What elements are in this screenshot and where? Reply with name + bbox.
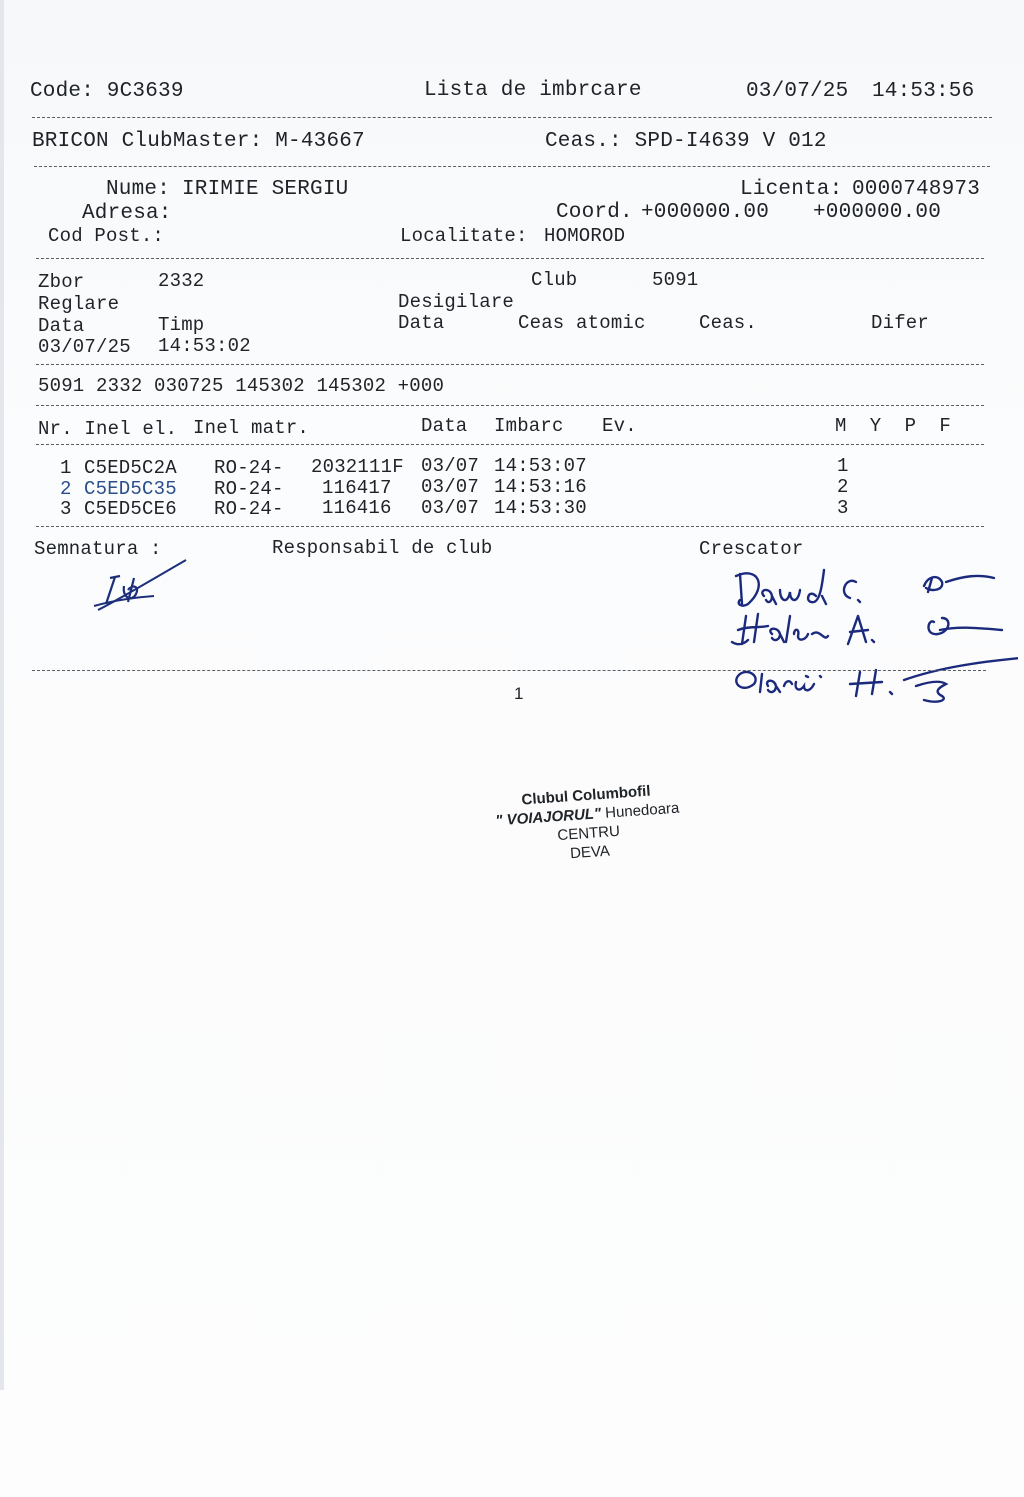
header-time: 14:53:56 — [872, 80, 975, 103]
row-nr: 3 — [60, 498, 72, 520]
row-prefix: RO-24- — [214, 478, 284, 500]
row-date: 03/07 — [421, 455, 480, 477]
row-inel-matr: 2032111F — [311, 456, 404, 478]
fancier-name: IRIMIE SERGIU — [182, 178, 349, 201]
clock-label: Ceas.: SPD-I4639 V 012 — [545, 130, 827, 153]
row-time: 14:53:16 — [494, 476, 587, 498]
reglare-label: Reglare — [38, 293, 120, 315]
timp-label: Timp — [158, 314, 205, 336]
col-header-nr-inel-el: Nr. Inel el. — [38, 418, 178, 440]
coord-label: Coord. — [556, 201, 633, 224]
page-number: 1 — [514, 684, 524, 703]
divider — [36, 364, 984, 365]
page-edge — [0, 0, 4, 1390]
zbor-value: 2332 — [158, 270, 205, 292]
reglare-time: 14:53:02 — [158, 335, 251, 357]
row-inel-el: C5ED5C35 — [84, 478, 177, 500]
row-date: 03/07 — [421, 476, 480, 498]
row-time: 14:53:07 — [494, 455, 587, 477]
breeder-label: Crescator — [699, 538, 804, 560]
license-label: Licenta: — [740, 178, 843, 201]
row-inel-el: C5ED5CE6 — [84, 498, 177, 520]
row-inel-el: C5ED5C2A — [84, 457, 177, 479]
stamp-line-3: CENTRU — [556, 822, 621, 845]
data-label: Data — [38, 315, 85, 337]
data2-label: Data — [398, 312, 445, 334]
row-prefix: RO-24- — [214, 498, 284, 520]
divider — [36, 526, 984, 527]
row-time: 14:53:30 — [494, 497, 587, 519]
col-header-data: Data — [421, 415, 468, 437]
locality-label: Localitate: — [400, 225, 528, 247]
license-number: 0000748973 — [852, 178, 981, 201]
responsible-label: Responsabil de club — [272, 537, 493, 559]
coord-x: +000000.00 — [641, 201, 770, 224]
divider — [36, 444, 984, 445]
row-date: 03/07 — [421, 497, 480, 519]
divider — [36, 258, 984, 259]
club-value: 5091 — [652, 269, 699, 291]
zbor-label: Zbor — [38, 271, 85, 293]
name-label: Nume: — [106, 178, 171, 201]
stamp-line-1: Clubul Columbofil — [520, 782, 652, 809]
locality-value: HOMOROD — [544, 225, 626, 247]
col-header-ev: Ev. — [602, 415, 637, 437]
document-title: Lista de imbrcare — [424, 79, 642, 102]
col-header-inel-matr: Inel matr. — [193, 417, 310, 439]
device-label: BRICON ClubMaster: M-43667 — [32, 130, 365, 153]
row-m: 2 — [837, 476, 849, 498]
stamp-line-4: DEVA — [569, 842, 611, 863]
coord-y: +000000.00 — [813, 201, 942, 224]
stamp-line-2-italic: " VOIAJORUL" — [494, 805, 602, 830]
row-prefix: RO-24- — [214, 457, 284, 479]
handwritten-names — [728, 556, 1018, 706]
difer-label: Difer — [871, 312, 930, 334]
header-date: 03/07/25 — [746, 80, 849, 103]
row-nr: 2 — [60, 478, 72, 500]
col-header-mypf: M Y P F — [835, 415, 952, 437]
stamp-line-2-rest: Hunedoara — [600, 799, 680, 823]
club-stamp — [476, 778, 701, 869]
divider — [32, 117, 992, 118]
club-label: Club — [531, 269, 578, 291]
row-inel-matr: 116416 — [322, 497, 392, 519]
row-nr: 1 — [60, 457, 72, 479]
row-m: 1 — [837, 455, 849, 477]
postcode-label: Cod Post.: — [48, 225, 165, 247]
row-inel-matr: 116417 — [322, 477, 392, 499]
divider — [32, 670, 986, 671]
col-header-imbarc: Imbarc — [494, 415, 564, 437]
signature-label: Semnatura : — [34, 538, 162, 560]
reglare-date: 03/07/25 — [38, 336, 131, 358]
signature-scribble — [88, 556, 198, 616]
row-m: 3 — [837, 497, 849, 519]
divider — [34, 166, 990, 167]
code-label: Code: 9C3639 — [30, 80, 184, 103]
divider — [36, 405, 984, 406]
ceas-label: Ceas. — [699, 312, 758, 334]
ceas-atomic-label: Ceas atomic — [518, 312, 646, 334]
desigilare-label: Desigilare — [398, 291, 515, 313]
code-line: 5091 2332 030725 145302 145302 +000 — [38, 375, 445, 397]
address-label: Adresa: — [82, 202, 172, 225]
